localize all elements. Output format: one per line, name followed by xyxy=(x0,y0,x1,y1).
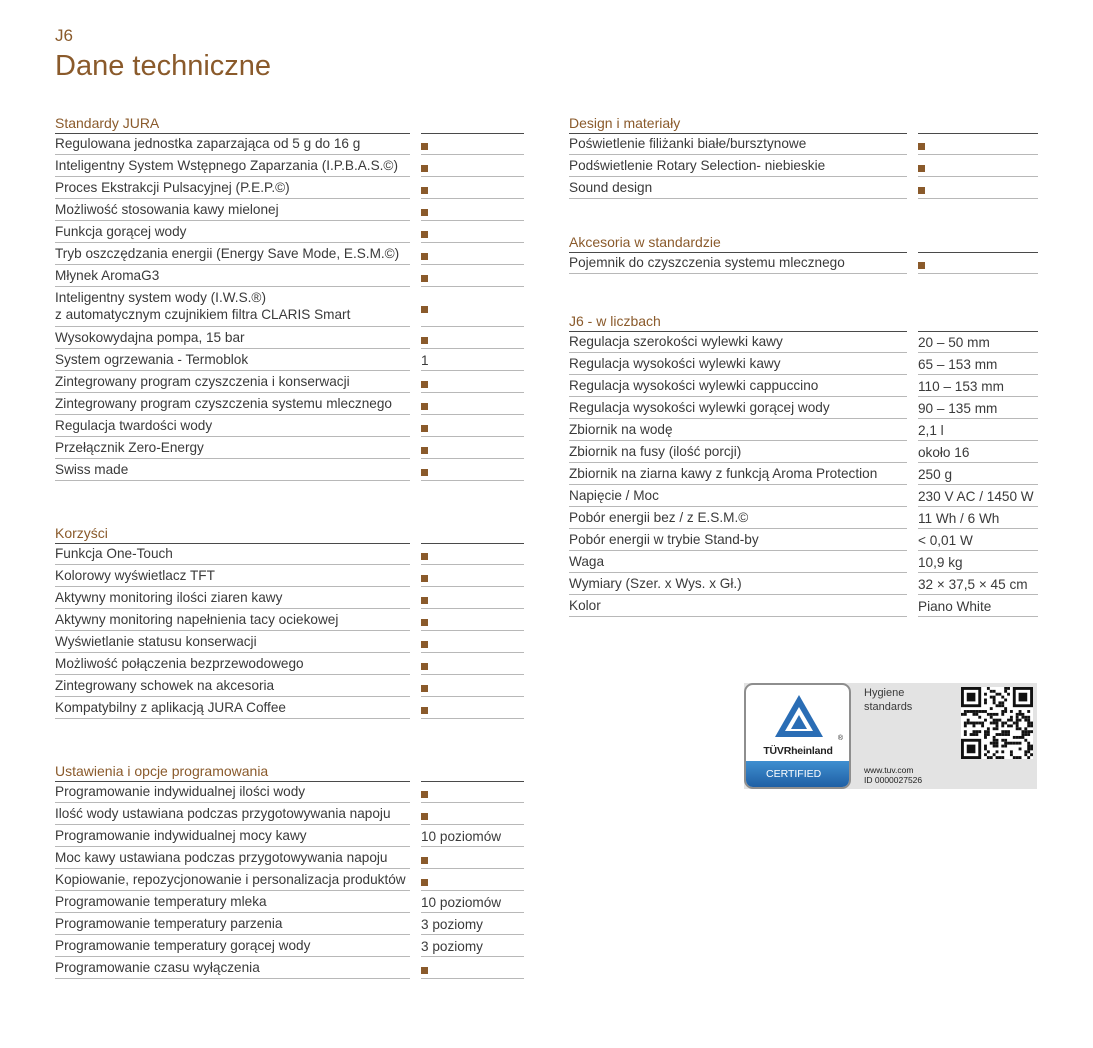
feature-included-marker xyxy=(421,306,428,313)
spec-row xyxy=(55,415,524,437)
spec-value xyxy=(918,331,1038,353)
feature-included-marker xyxy=(421,337,428,344)
spec-label-line: Napięcie / Moc xyxy=(569,488,659,503)
spec-value-text: 230 V AC / 1450 W xyxy=(918,488,1034,504)
spec-value-text: 2,1 l xyxy=(918,422,944,438)
spec-row xyxy=(55,935,524,957)
hygiene-line-1: Hygiene xyxy=(864,687,905,699)
spec-label-line: Przełącznik Zero-Energy xyxy=(55,440,204,455)
spec-value xyxy=(421,781,524,803)
spec-label xyxy=(569,375,907,397)
spec-value-text: < 0,01 W xyxy=(918,532,973,548)
spec-label-line: Wymiary (Szer. x Wys. x Gł.) xyxy=(569,576,742,591)
spec-row xyxy=(55,371,524,393)
spec-value xyxy=(421,371,524,393)
section-title: Korzyści xyxy=(55,525,108,541)
spec-value xyxy=(421,565,524,587)
feature-included-marker xyxy=(421,597,428,604)
spec-label xyxy=(569,252,907,274)
spec-label-line: Młynek AromaG3 xyxy=(55,268,160,283)
spec-value xyxy=(421,653,524,675)
spec-label xyxy=(569,331,907,353)
spec-label xyxy=(55,415,410,437)
feature-included-marker xyxy=(421,403,428,410)
tuv-url: www.tuv.com xyxy=(864,765,914,775)
spec-value xyxy=(918,375,1038,397)
spec-label xyxy=(55,265,410,287)
spec-value xyxy=(421,825,524,847)
spec-label-line: Pojemnik do czyszczenia systemu mlecznego xyxy=(569,255,845,270)
spec-label xyxy=(55,935,410,957)
section-korzysci xyxy=(55,523,524,719)
spec-row xyxy=(55,265,524,287)
spec-row xyxy=(569,331,1038,353)
spec-label-line: Kolorowy wyświetlacz TFT xyxy=(55,568,215,583)
feature-included-marker xyxy=(421,641,428,648)
spec-label xyxy=(55,609,410,631)
spec-label-line: Pobór energii bez / z E.S.M.© xyxy=(569,510,749,525)
spec-label-line: Inteligentny System Wstępnego Zaparzania (I.P.B.A.S.©) xyxy=(55,158,398,173)
spec-label-line: Funkcja One-Touch xyxy=(55,546,173,561)
spec-value xyxy=(918,133,1038,155)
feature-included-marker xyxy=(421,791,428,798)
spec-label xyxy=(569,507,907,529)
spec-label xyxy=(55,177,410,199)
section-title: Standardy JURA xyxy=(55,115,160,131)
feature-included-marker xyxy=(421,209,428,216)
spec-value-text: 32 × 37,5 × 45 cm xyxy=(918,576,1028,592)
spec-value xyxy=(918,252,1038,274)
spec-label-line: Regulowana jednostka zaparzająca od 5 g do 16 g xyxy=(55,136,361,151)
spec-value xyxy=(421,155,524,177)
spec-label-line: Swiss made xyxy=(55,462,129,477)
section-design-i-materialy xyxy=(569,113,1038,199)
spec-label xyxy=(55,349,410,371)
spec-value xyxy=(918,155,1038,177)
spec-value-text: 1 xyxy=(421,352,429,368)
spec-label-line: Regulacja wysokości wylewki gorącej wody xyxy=(569,400,830,415)
spec-row xyxy=(569,375,1038,397)
spec-label-line: Regulacja twardości wody xyxy=(55,418,213,433)
spec-label xyxy=(55,913,410,935)
spec-value xyxy=(918,177,1038,199)
spec-label xyxy=(569,441,907,463)
spec-label xyxy=(569,551,907,573)
spec-label xyxy=(55,199,410,221)
spec-label-line: Inteligentny system wody (I.W.S.®) xyxy=(55,290,266,305)
spec-label xyxy=(569,419,907,441)
feature-included-marker xyxy=(421,447,428,454)
spec-label xyxy=(55,371,410,393)
spec-row xyxy=(55,653,524,675)
spec-row xyxy=(55,543,524,565)
feature-included-marker xyxy=(421,707,428,714)
spec-row xyxy=(569,507,1038,529)
spec-label-line: System ogrzewania - Termoblok xyxy=(55,352,249,367)
spec-value xyxy=(918,507,1038,529)
spec-row xyxy=(569,551,1038,573)
section-title: Design i materiały xyxy=(569,115,681,131)
spec-label xyxy=(569,485,907,507)
spec-label xyxy=(569,463,907,485)
row-divider xyxy=(421,978,524,979)
spec-label-line: Aktywny monitoring napełnienia tacy ociekowej xyxy=(55,612,339,627)
spec-row xyxy=(55,957,524,979)
spec-label-line: Poświetlenie filiżanki białe/bursztynowe xyxy=(569,136,807,151)
spec-row xyxy=(569,155,1038,177)
feature-included-marker xyxy=(421,813,428,820)
section-akcesoria-w-standardzie xyxy=(569,232,1038,274)
spec-row xyxy=(569,177,1038,199)
row-divider xyxy=(918,273,1038,274)
model-name: J6 xyxy=(55,26,73,45)
spec-value xyxy=(421,587,524,609)
spec-label-line: Funkcja gorącej wody xyxy=(55,224,187,239)
spec-value xyxy=(918,419,1038,441)
spec-value xyxy=(918,485,1038,507)
spec-value-text: 10,9 kg xyxy=(918,554,963,570)
spec-row xyxy=(55,609,524,631)
feature-included-marker xyxy=(421,253,428,260)
spec-value xyxy=(421,265,524,287)
spec-row xyxy=(55,913,524,935)
spec-label-line: Możliwość połączenia bezprzewodowego xyxy=(55,656,304,671)
spec-row xyxy=(569,353,1038,375)
qr-code-icon[interactable] xyxy=(961,687,1033,759)
spec-value-text: 10 poziomów xyxy=(421,828,502,844)
spec-label xyxy=(569,177,907,199)
spec-label-line: Regulacja wysokości wylewki kawy xyxy=(569,356,781,371)
spec-label xyxy=(55,697,410,719)
spec-label xyxy=(55,587,410,609)
spec-label-line: Zintegrowany program czyszczenia systemu mlecznego xyxy=(55,396,392,411)
spec-value xyxy=(918,551,1038,573)
spec-label xyxy=(55,565,410,587)
spec-row xyxy=(569,463,1038,485)
spec-label-line: z automatycznym czujnikiem filtra CLARIS Smart xyxy=(55,307,351,322)
spec-label xyxy=(55,133,410,155)
spec-label xyxy=(55,393,410,415)
spec-row xyxy=(55,781,524,803)
spec-row xyxy=(55,675,524,697)
feature-included-marker xyxy=(421,275,428,282)
spec-label-line: Moc kawy ustawiana podczas przygotowywania napoju xyxy=(55,850,388,865)
hygiene-line-2: standards xyxy=(864,701,913,713)
spec-label-line: Pobór energii w trybie Stand-by xyxy=(569,532,759,547)
spec-row xyxy=(55,847,524,869)
spec-row xyxy=(55,287,524,327)
spec-row xyxy=(55,587,524,609)
spec-value xyxy=(421,393,524,415)
spec-row xyxy=(55,697,524,719)
spec-value xyxy=(421,609,524,631)
spec-value xyxy=(421,847,524,869)
spec-label xyxy=(569,529,907,551)
spec-label-line: Możliwość stosowania kawy mielonej xyxy=(55,202,279,217)
spec-label-line: Proces Ekstrakcji Pulsacyjnej (P.E.P.©) xyxy=(55,180,290,195)
spec-label xyxy=(55,327,410,349)
spec-row xyxy=(55,825,524,847)
spec-value xyxy=(918,595,1038,617)
feature-included-marker xyxy=(421,143,428,150)
spec-value xyxy=(421,913,524,935)
spec-row xyxy=(55,631,524,653)
feature-included-marker xyxy=(421,879,428,886)
spec-row xyxy=(569,573,1038,595)
section-j6-w-liczbach xyxy=(569,311,1038,617)
row-divider xyxy=(918,198,1038,199)
feature-included-marker xyxy=(421,967,428,974)
row-divider xyxy=(55,480,410,481)
spec-value xyxy=(918,353,1038,375)
spec-value xyxy=(421,287,524,327)
spec-label xyxy=(55,891,410,913)
spec-row xyxy=(55,327,524,349)
spec-label xyxy=(55,155,410,177)
spec-label-line: Regulacja szerokości wylewki kawy xyxy=(569,334,783,349)
spec-label-line: Zbiornik na ziarna kawy z funkcją Aroma Protection xyxy=(569,466,878,481)
spec-value xyxy=(421,437,524,459)
tuv-logo xyxy=(744,683,851,789)
feature-included-marker xyxy=(918,165,925,172)
feature-included-marker xyxy=(421,685,428,692)
spec-label-line: Podświetlenie Rotary Selection- niebieskie xyxy=(569,158,826,173)
section-ustawienia-i-opcje-programowania xyxy=(55,761,524,979)
spec-value xyxy=(421,803,524,825)
page-title: Dane techniczne xyxy=(55,50,272,82)
spec-label xyxy=(569,573,907,595)
certificate-info xyxy=(864,765,922,785)
spec-row xyxy=(569,529,1038,551)
spec-label xyxy=(55,631,410,653)
spec-value xyxy=(421,177,524,199)
spec-label-line: Wyświetlanie statusu konserwacji xyxy=(55,634,257,649)
spec-label-line: Programowanie temperatury gorącej wody xyxy=(55,938,311,953)
section-title: J6 - w liczbach xyxy=(569,313,661,329)
spec-label xyxy=(569,397,907,419)
spec-value xyxy=(421,327,524,349)
spec-row xyxy=(55,803,524,825)
spec-label-line: Kopiowanie, repozycjonowanie i personalizacja produktów xyxy=(55,872,406,887)
spec-value xyxy=(421,543,524,565)
certified-banner: CERTIFIED xyxy=(746,761,849,787)
feature-included-marker xyxy=(421,575,428,582)
spec-label xyxy=(569,353,907,375)
spec-label-line: Regulacja wysokości wylewki cappuccino xyxy=(569,378,819,393)
section-standardy-jura xyxy=(55,113,524,481)
spec-label xyxy=(55,221,410,243)
spec-row xyxy=(569,419,1038,441)
spec-row xyxy=(569,397,1038,419)
spec-value-text: 110 – 153 mm xyxy=(918,378,1004,394)
spec-label-line: Zbiornik na wodę xyxy=(569,422,673,437)
spec-label-line: Zbiornik na fusy (ilość porcji) xyxy=(569,444,742,459)
spec-value-text: 250 g xyxy=(918,466,953,482)
spec-label-line: Waga xyxy=(569,554,605,569)
spec-value xyxy=(421,459,524,481)
spec-value xyxy=(918,573,1038,595)
spec-value xyxy=(421,869,524,891)
feature-included-marker xyxy=(918,262,925,269)
spec-value-text: 65 – 153 mm xyxy=(918,356,998,372)
spec-label xyxy=(55,543,410,565)
spec-label-line: Kolor xyxy=(569,598,601,613)
spec-row xyxy=(569,441,1038,463)
feature-included-marker xyxy=(918,187,925,194)
row-divider xyxy=(918,616,1038,617)
spec-value-text: około 16 xyxy=(918,444,970,460)
spec-value-text: 3 poziomy xyxy=(421,916,483,932)
spec-label xyxy=(55,847,410,869)
spec-row xyxy=(55,459,524,481)
registered-mark: ® xyxy=(837,735,843,742)
spec-label xyxy=(55,803,410,825)
spec-value-text: 90 – 135 mm xyxy=(918,400,998,416)
feature-included-marker xyxy=(918,143,925,150)
spec-row xyxy=(55,393,524,415)
spec-label xyxy=(55,243,410,265)
feature-included-marker xyxy=(421,857,428,864)
spec-label xyxy=(55,781,410,803)
spec-row xyxy=(55,199,524,221)
hygiene-standards-text xyxy=(864,686,944,714)
spec-label-line: Aktywny monitoring ilości ziaren kawy xyxy=(55,590,283,605)
spec-label xyxy=(55,825,410,847)
row-divider xyxy=(55,978,410,979)
row-divider xyxy=(55,718,410,719)
spec-label-line: Programowanie indywidualnej mocy kawy xyxy=(55,828,307,843)
spec-label-line: Wysokowydajna pompa, 15 bar xyxy=(55,330,245,345)
spec-row xyxy=(55,133,524,155)
spec-label-line: Zintegrowany program czyszczenia i konserwacji xyxy=(55,374,350,389)
spec-value xyxy=(421,349,524,371)
spec-label-line: Kompatybilny z aplikacją JURA Coffee xyxy=(55,700,286,715)
feature-included-marker xyxy=(421,187,428,194)
spec-row xyxy=(55,869,524,891)
spec-label xyxy=(55,459,410,481)
spec-value xyxy=(421,243,524,265)
spec-row xyxy=(55,891,524,913)
spec-value xyxy=(421,221,524,243)
spec-row xyxy=(569,595,1038,617)
spec-row xyxy=(55,565,524,587)
spec-row xyxy=(569,485,1038,507)
spec-value-text: 10 poziomów xyxy=(421,894,502,910)
spec-row xyxy=(55,221,524,243)
tuv-triangle-logo-icon xyxy=(773,693,825,739)
spec-label xyxy=(569,595,907,617)
spec-label xyxy=(569,133,907,155)
spec-value xyxy=(421,631,524,653)
feature-included-marker xyxy=(421,231,428,238)
spec-value xyxy=(421,957,524,979)
spec-row xyxy=(569,133,1038,155)
spec-value-text: Piano White xyxy=(918,598,992,614)
spec-value-text: 11 Wh / 6 Wh xyxy=(918,510,1000,526)
row-divider xyxy=(569,198,907,199)
spec-value-text: 20 – 50 mm xyxy=(918,334,990,350)
row-divider xyxy=(421,480,524,481)
spec-label-line: Tryb oszczędzania energii (Energy Save Mode, E.S.M.©) xyxy=(55,246,400,261)
spec-label-line: Programowanie indywidualnej ilości wody xyxy=(55,784,306,799)
feature-included-marker xyxy=(421,381,428,388)
spec-value xyxy=(421,675,524,697)
row-divider xyxy=(421,718,524,719)
spec-row xyxy=(55,177,524,199)
spec-label-line: Sound design xyxy=(569,180,653,195)
spec-label-line: Programowanie temperatury mleka xyxy=(55,894,267,909)
section-title: Ustawienia i opcje programowania xyxy=(55,763,269,779)
feature-included-marker xyxy=(421,663,428,670)
certificate-id: ID 0000027526 xyxy=(864,775,923,785)
spec-value xyxy=(918,397,1038,419)
spec-value xyxy=(421,199,524,221)
spec-label xyxy=(55,437,410,459)
spec-row xyxy=(569,252,1038,274)
spec-value xyxy=(421,697,524,719)
feature-included-marker xyxy=(421,425,428,432)
spec-label xyxy=(55,653,410,675)
spec-value xyxy=(421,133,524,155)
spec-value xyxy=(918,463,1038,485)
spec-value xyxy=(421,935,524,957)
spec-row xyxy=(55,349,524,371)
row-divider xyxy=(569,273,907,274)
row-divider xyxy=(569,616,907,617)
spec-row xyxy=(55,437,524,459)
feature-included-marker xyxy=(421,165,428,172)
spec-value xyxy=(421,891,524,913)
spec-row xyxy=(55,243,524,265)
spec-label-line: Programowanie czasu wyłączenia xyxy=(55,960,260,975)
spec-label xyxy=(55,287,410,326)
spec-value xyxy=(918,441,1038,463)
spec-label xyxy=(569,155,907,177)
tuv-brand-text: TÜVRheinland xyxy=(763,745,833,757)
spec-row xyxy=(55,155,524,177)
spec-label-line: Ilość wody ustawiana podczas przygotowywania napoju xyxy=(55,806,391,821)
spec-label xyxy=(55,957,410,979)
feature-included-marker xyxy=(421,469,428,476)
spec-label-line: Programowanie temperatury parzenia xyxy=(55,916,283,931)
spec-value-text: 3 poziomy xyxy=(421,938,483,954)
spec-label xyxy=(55,675,410,697)
spec-label-line: Zintegrowany schowek na akcesoria xyxy=(55,678,275,693)
tuv-certification-badge xyxy=(744,683,1037,789)
feature-included-marker xyxy=(421,553,428,560)
spec-value xyxy=(918,529,1038,551)
feature-included-marker xyxy=(421,619,428,626)
spec-value xyxy=(421,415,524,437)
spec-label xyxy=(55,869,410,891)
section-title: Akcesoria w standardzie xyxy=(569,234,721,250)
